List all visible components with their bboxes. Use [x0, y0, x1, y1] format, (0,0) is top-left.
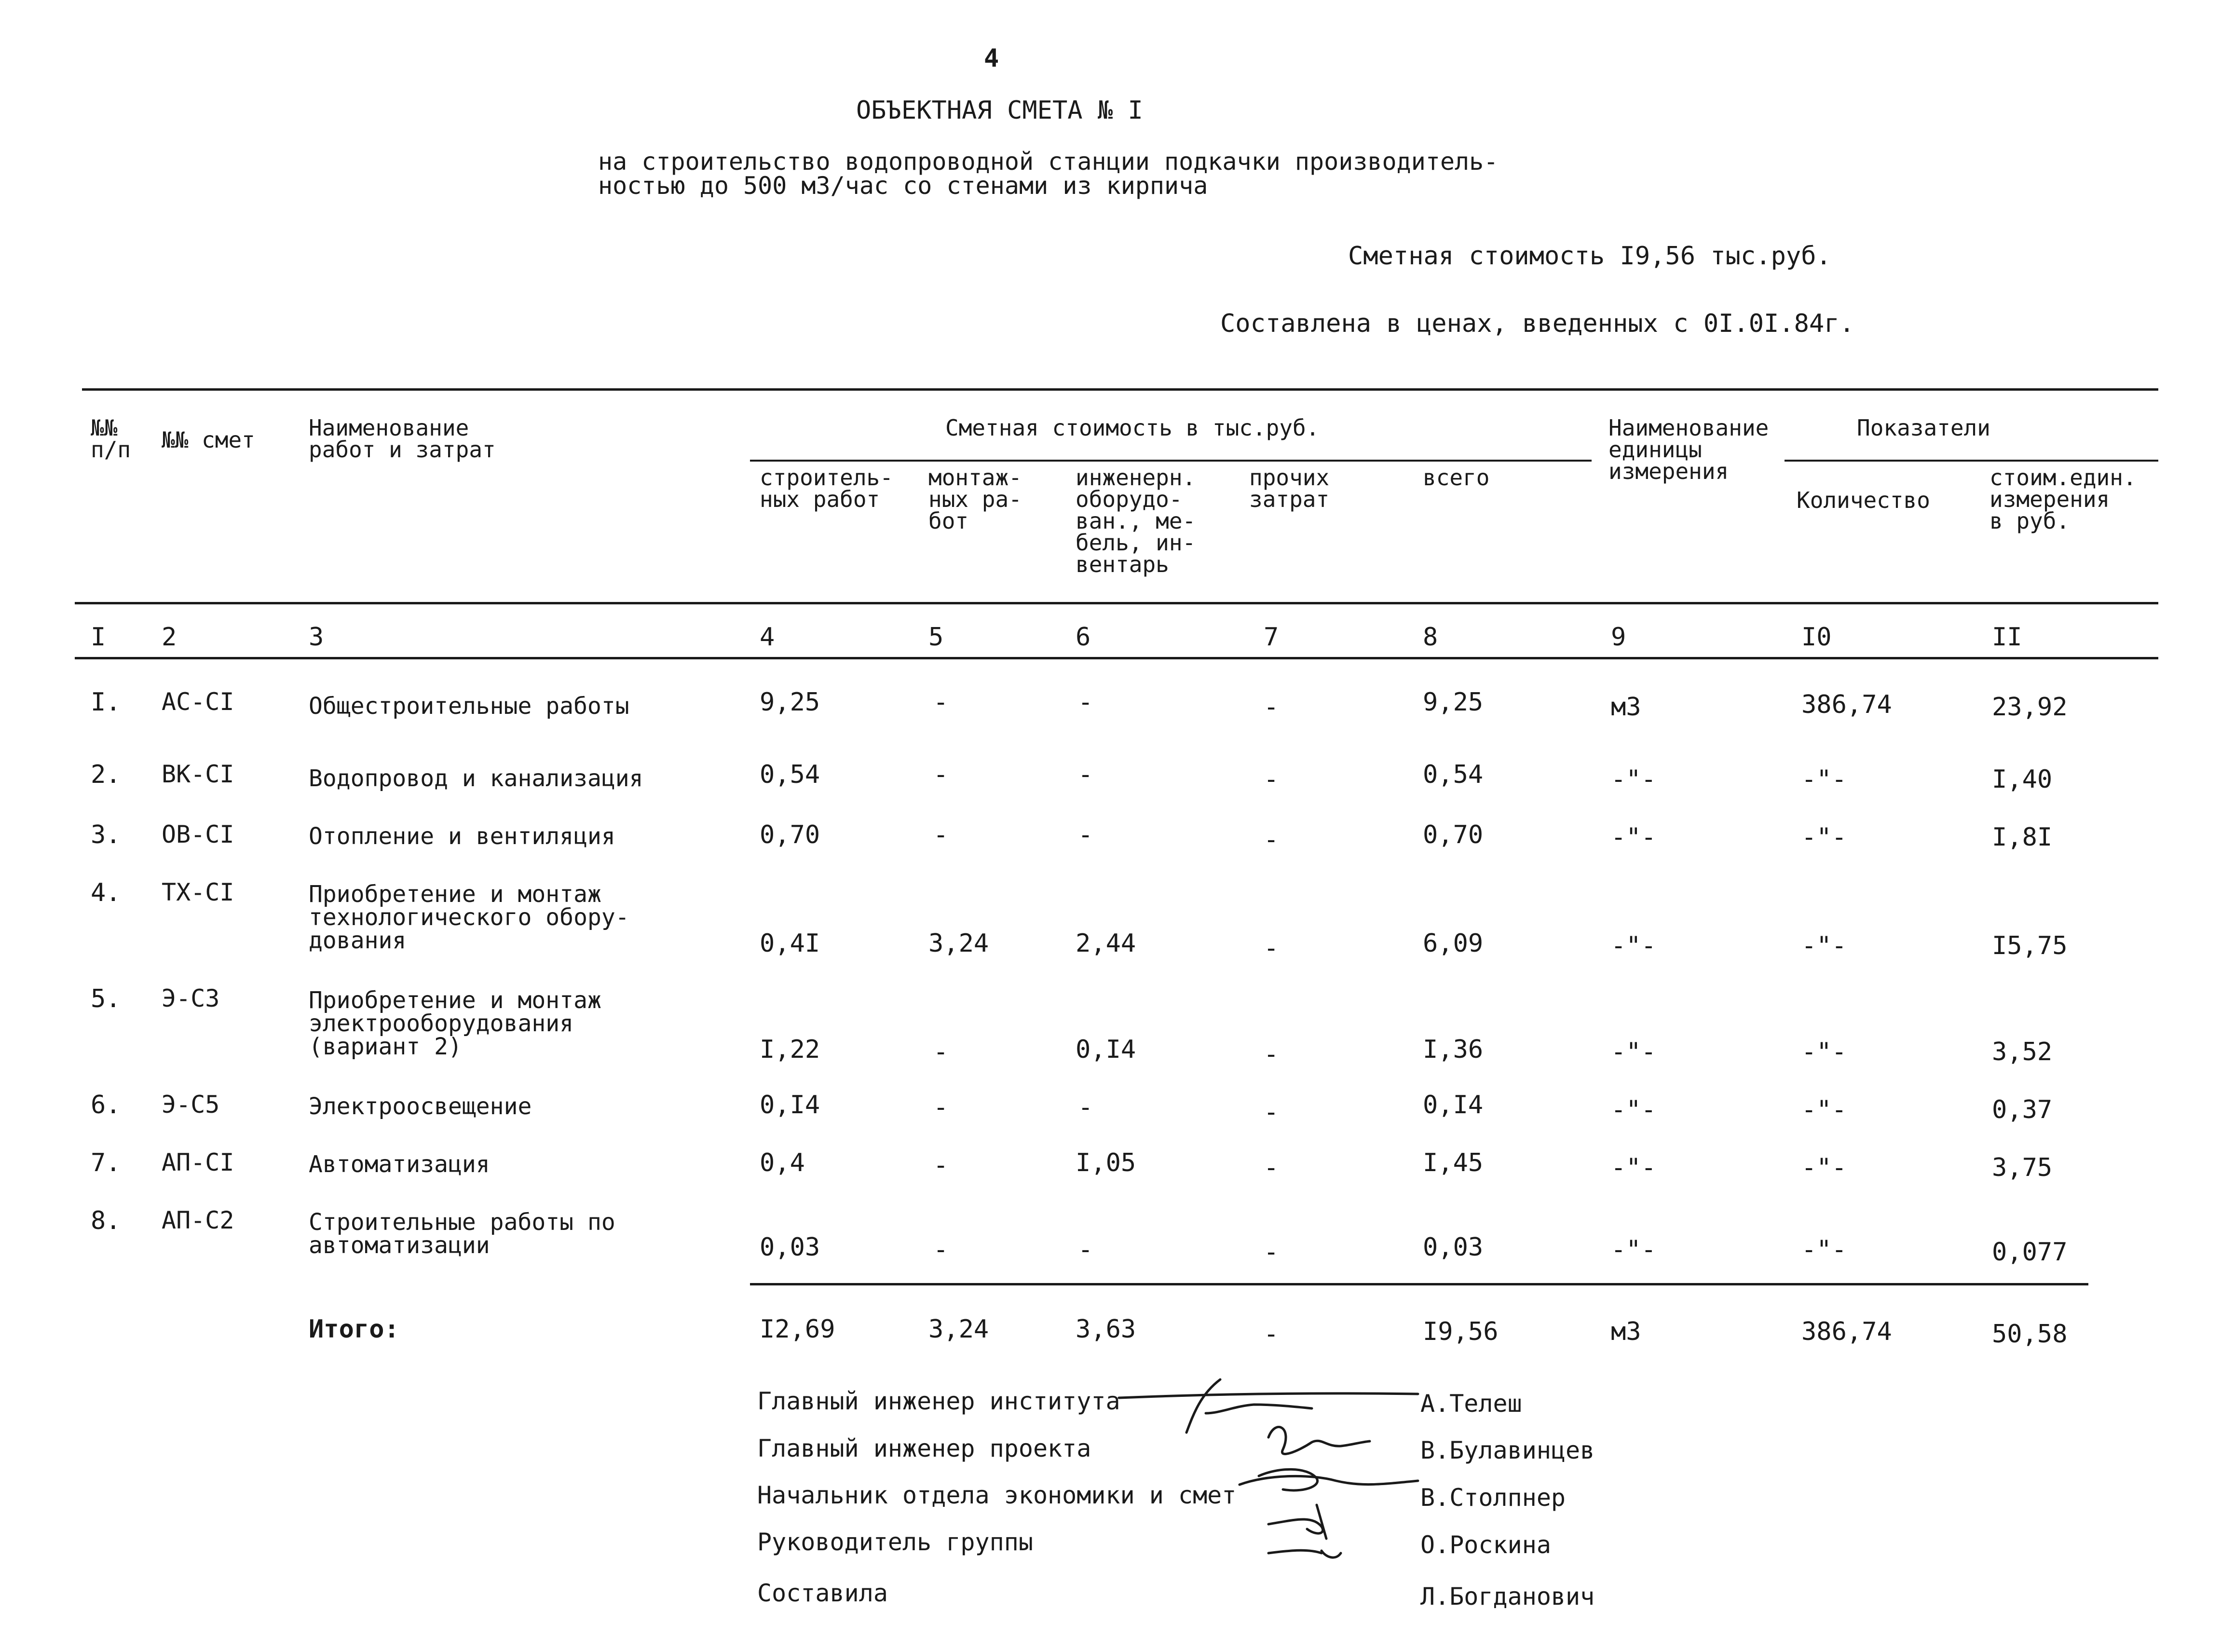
row-code: Э-С3 [162, 984, 220, 1012]
row-mount: - [933, 760, 949, 789]
row-name: Общестроительные работы [309, 693, 629, 720]
row-name: Автоматизация [309, 1151, 490, 1178]
row-build: 0,54 [760, 760, 820, 789]
row-mount: - [933, 1093, 949, 1122]
row-qty: -"- [1801, 1095, 1847, 1124]
row-name: Приобретение и монтаж технологического обору- дования [309, 881, 629, 954]
row-unit: м3 [1611, 693, 1641, 722]
row-name: Электроосвещение [309, 1093, 532, 1120]
row-code: АП-СI [162, 1148, 234, 1176]
totals-label: Итого: [309, 1315, 399, 1344]
handwritten-signatures [1109, 1360, 1447, 1563]
header-equip: инженерн. оборудо- ван., ме- бель, ин- вентарь [1076, 464, 1196, 578]
row-code: ВК-СI [162, 760, 234, 788]
row-unit: -"- [1611, 765, 1656, 794]
row-equip: - [1078, 1093, 1093, 1122]
row-number: 3. [91, 820, 121, 849]
row-qty: -"- [1801, 931, 1847, 960]
row-unit-cost: 23,92 [1992, 693, 2068, 722]
subtitle-line-1: на строительство водопроводной станции подкачки производитель- [598, 148, 1499, 176]
signature-role-1: Главный инженер института [757, 1387, 1120, 1415]
column-numbers-rule [75, 657, 2158, 659]
totals-mount: 3,24 [928, 1315, 989, 1344]
row-total: 0,I4 [1423, 1091, 1484, 1120]
row-unit: -"- [1611, 823, 1656, 852]
signature-name-4: О.Роскина [1420, 1531, 1551, 1559]
totals-total: I9,56 [1423, 1317, 1499, 1346]
row-other: - [1264, 693, 1279, 722]
row-number: 5. [91, 984, 121, 1013]
colnum-4: 4 [760, 623, 775, 652]
row-mount: - [933, 1151, 949, 1180]
row-qty: -"- [1801, 1153, 1847, 1182]
row-code: АП-С2 [162, 1206, 234, 1234]
row-equip: - [1078, 688, 1093, 717]
row-number: 7. [91, 1148, 121, 1177]
row-number: I. [91, 688, 121, 717]
colnum-5: 5 [928, 623, 944, 652]
colnum-11: II [1992, 623, 2022, 652]
colnum-1: I [91, 623, 106, 652]
header-cost-group: Сметная стоимость в тыс.руб. [945, 415, 1320, 441]
row-build: 0,I4 [760, 1091, 820, 1120]
colnum-3: 3 [309, 623, 324, 652]
row-name: Приобретение и монтаж электрооборудования (вариант 2) [309, 987, 601, 1060]
header-mount: монтаж- ных ра- бот [928, 464, 1022, 534]
signature-role-3: Начальник отдела экономики и смет [757, 1481, 1237, 1509]
totals-rule [750, 1283, 2088, 1285]
row-name: Отопление и вентиляция [309, 823, 615, 850]
signature-name-2: В.Булавинцев [1420, 1436, 1595, 1464]
document-title: ОБЪЕКТНАЯ СМЕТА № I [856, 96, 1143, 125]
row-mount: - [933, 1235, 949, 1264]
row-unit-cost: I,40 [1992, 765, 2053, 794]
page-number: 4 [984, 44, 999, 73]
row-total: 6,09 [1423, 929, 1484, 958]
row-other: - [1264, 825, 1279, 854]
cost-group-rule [750, 460, 1592, 462]
colnum-2: 2 [162, 623, 177, 652]
estimated-cost: Сметная стоимость I9,56 тыс.руб. [1348, 242, 1831, 271]
row-code: ОВ-СI [162, 820, 234, 848]
totals-build: I2,69 [760, 1315, 835, 1344]
row-code: АС-СI [162, 688, 234, 716]
row-total: 0,70 [1423, 820, 1484, 849]
row-other: - [1264, 934, 1279, 963]
signature-role-2: Главный инженер проекта [757, 1434, 1091, 1462]
row-build: 0,70 [760, 820, 820, 849]
row-number: 6. [91, 1091, 121, 1120]
row-other: - [1264, 1238, 1279, 1267]
row-other: - [1264, 1040, 1279, 1069]
row-total: 0,54 [1423, 760, 1484, 789]
row-unit-cost: 0,37 [1992, 1095, 2053, 1124]
row-other: - [1264, 765, 1279, 794]
row-unit-cost: I,8I [1992, 823, 2053, 852]
signature-name-1: А.Телеш [1420, 1390, 1522, 1418]
row-name: Водопровод и канализация [309, 765, 643, 792]
row-qty: -"- [1801, 1038, 1847, 1066]
row-equip: 2,44 [1076, 929, 1136, 958]
row-unit: -"- [1611, 1235, 1656, 1264]
row-other: - [1264, 1153, 1279, 1182]
header-bottom-rule [75, 602, 2158, 604]
row-number: 4. [91, 878, 121, 907]
header-smeta: №№ смет [162, 427, 255, 453]
row-build: 0,4 [760, 1148, 805, 1177]
row-qty: -"- [1801, 765, 1847, 794]
row-equip: - [1078, 1235, 1093, 1264]
row-other: - [1264, 1098, 1279, 1127]
header-unit: Наименование единицы измерения [1608, 415, 1769, 485]
colnum-6: 6 [1076, 623, 1091, 652]
prices-note: Составлена в ценах, введенных с 0I.0I.84г. [1220, 309, 1854, 338]
colnum-8: 8 [1423, 623, 1438, 652]
signature-role-5: Составила [757, 1579, 888, 1607]
colnum-9: 9 [1611, 623, 1626, 652]
row-total: 9,25 [1423, 688, 1484, 717]
row-build: 9,25 [760, 688, 820, 717]
row-qty: -"- [1801, 1235, 1847, 1264]
row-number: 2. [91, 760, 121, 789]
row-qty: -"- [1801, 823, 1847, 852]
indicators-group-rule [1785, 460, 2158, 462]
header-qty: Количество [1797, 487, 1930, 513]
header-nn: №№ п/п [91, 415, 131, 463]
row-unit: -"- [1611, 1038, 1656, 1066]
signature-role-4: Руководитель группы [757, 1528, 1033, 1556]
row-unit: -"- [1611, 931, 1656, 960]
row-build: 0,4I [760, 929, 820, 958]
totals-unit-cost: 50,58 [1992, 1320, 2068, 1349]
row-mount: - [933, 820, 949, 849]
header-other: прочих затрат [1249, 464, 1330, 513]
header-total: всего [1423, 464, 1490, 491]
row-name: Строительные работы по автоматизации [309, 1209, 615, 1259]
table-top-rule [82, 388, 2158, 391]
row-mount: - [933, 1038, 949, 1066]
signature-name-3: В.Столпнер [1420, 1484, 1566, 1512]
row-unit-cost: I5,75 [1992, 931, 2068, 960]
row-unit-cost: 0,077 [1992, 1238, 2068, 1267]
signature-name-5: Л.Богданович [1420, 1583, 1595, 1611]
row-code: ТХ-СI [162, 878, 234, 906]
row-number: 8. [91, 1206, 121, 1235]
row-mount: 3,24 [928, 929, 989, 958]
header-name: Наименование работ и затрат [309, 415, 496, 463]
colnum-7: 7 [1264, 623, 1279, 652]
row-total: 0,03 [1423, 1233, 1484, 1262]
totals-equip: 3,63 [1076, 1315, 1136, 1344]
row-equip: - [1078, 820, 1093, 849]
row-build: I,22 [760, 1035, 820, 1064]
row-unit-cost: 3,75 [1992, 1153, 2053, 1182]
row-mount: - [933, 688, 949, 717]
colnum-10: I0 [1801, 623, 1832, 652]
row-qty: 386,74 [1801, 690, 1892, 719]
header-build: строитель- ных работ [760, 464, 893, 513]
header-indicators: Показатели [1857, 415, 1990, 441]
row-unit-cost: 3,52 [1992, 1038, 2053, 1066]
row-total: I,45 [1423, 1148, 1484, 1177]
header-unit-cost: стоим.един. измерения в руб. [1989, 464, 2137, 534]
row-equip: 0,I4 [1076, 1035, 1136, 1064]
row-unit: -"- [1611, 1153, 1656, 1182]
totals-other: - [1264, 1320, 1279, 1349]
row-equip: - [1078, 760, 1093, 789]
totals-qty: 386,74 [1801, 1317, 1892, 1346]
row-unit: -"- [1611, 1095, 1656, 1124]
subtitle-line-2: ностью до 500 м3/час со стенами из кирпича [598, 172, 1208, 200]
totals-unit: м3 [1611, 1317, 1641, 1346]
row-code: Э-С5 [162, 1091, 220, 1119]
row-equip: I,05 [1076, 1148, 1136, 1177]
row-total: I,36 [1423, 1035, 1484, 1064]
row-build: 0,03 [760, 1233, 820, 1262]
